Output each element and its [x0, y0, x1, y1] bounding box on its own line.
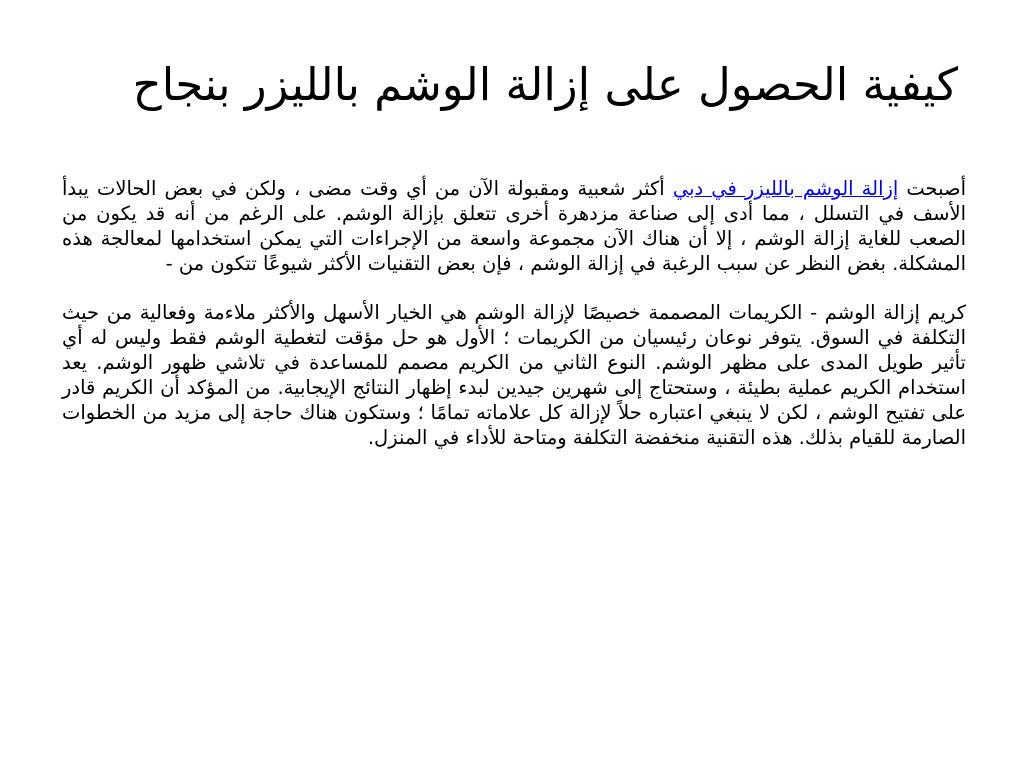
paragraph-removal-cream: كريم إزالة الوشم - الكريمات المصممة خصيصًا لإزالة الوشم هي الخيار الأسهل والأكثر ملاءمة وفعالية من حيث التكلفة في السوق. يتوفر نوعان رئيسيان من الكريمات ؛ الأول هو حل مؤقت لتغطية الوشم فقط وليس له أي تأثير طويل المدى على مظهر الوشم. النوع الثاني من الكريم مصمم للمساعدة في تلاشي ظهور الوشم. يعد استخدام الكريم عملية بطيئة ، وستحتاج إلى شهرين جيدين لبدء إظهار النتائج الإيجابية. من المؤكد أن الكريم قادر على تفتيح الوشم ، لكن لا ينبغي اعتباره حلاً لإزالة كل علاماته تمامًا ؛ وستكون هناك حاجة إلى مزيد من الخطوات الصارمة للقيام بذلك. هذه التقنية منخفضة التكلفة ومتاحة للأداء في المنزل.	[62, 301, 966, 449]
paragraph-intro-rest: أكثر شعبية ومقبولة الآن من أي وقت مضى ، ولكن في بعض الحالات يبدأ الأسف في التسلل ، مما أدى إلى صناعة مزدهرة أخرى تتعلق بإزالة الوشم. على الرغم من أنه قد يكون من الصعب للغاية إزالة الوشم ، إلا أن هناك الآن مجموعة واسعة من الإجراءات التي يمكن استخدامها لمعالجة هذه المشكلة. بغض النظر عن سبب الرغبة في إزالة الوشم ، فإن بعض التقنيات الأكثر شيوعًا تتكون من -	[62, 177, 966, 275]
paragraph-intro-lead: أصبحت	[898, 177, 967, 200]
laser-tattoo-removal-dubai-link[interactable]: إزالة الوشم بالليزر في دبي	[672, 177, 899, 200]
slide-title: كيفية الحصول على إزالة الوشم بالليزر بنجاح	[132, 58, 958, 111]
slide-body	[62, 176, 966, 450]
paragraph-intro	[62, 176, 966, 276]
